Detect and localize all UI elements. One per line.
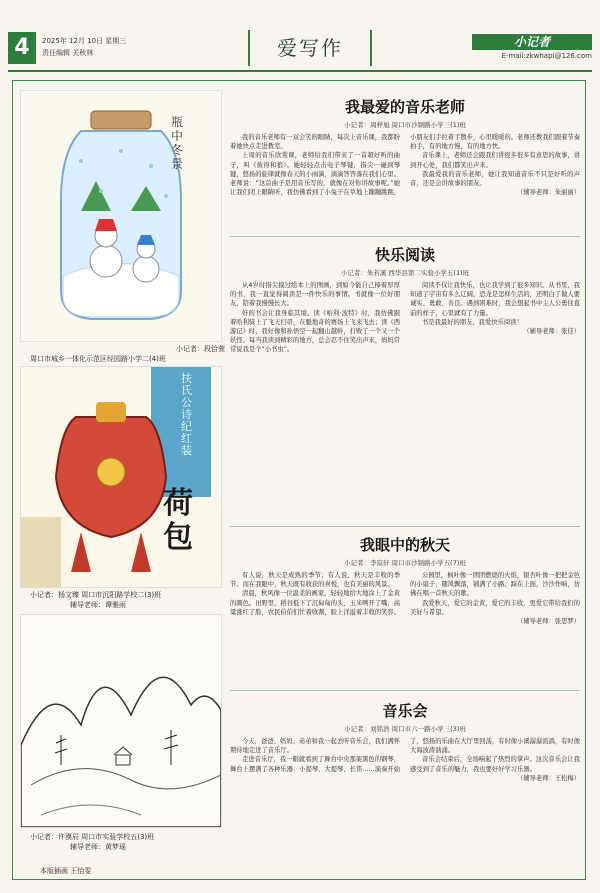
- paragraph: 我爱秋天，爱它的金黄，爱它的丰收，更爱它带给我们的美好与希望。: [410, 599, 580, 616]
- page-header: [8, 28, 592, 68]
- page-illustrator: 本版插画 王怡雯: [40, 867, 92, 875]
- caption-winter-jar: [30, 344, 225, 364]
- article-teacher: （辅导老师：张思梦）: [517, 618, 580, 626]
- illustration-pouch: [20, 366, 222, 588]
- landscape-drawing: [21, 615, 221, 827]
- article-body: [230, 133, 580, 197]
- article-happy-reading: [230, 244, 580, 522]
- article-divider: [230, 690, 580, 691]
- article-teacher: （辅导老师：朱丽丽）: [517, 189, 580, 197]
- article-teacher: （辅导老师：张佳）: [523, 328, 580, 336]
- paragraph: 从4岁时指尖摸过绘本上的图画，到如今能自己捧着厚厚的书，我一直觉得阅读是一件快乐的事情。书就像一位好朋友，陪着我慢慢长大。: [230, 282, 400, 308]
- article-body: [230, 571, 580, 626]
- paragraph: 上周的音乐欣赏课，老师给我们带来了一首超好听的曲子，叫《彼得和狼》。她轻轻点击电子琴键，指尖一碰到琴键，悠扬的旋律就像春天的小雨滴，滴滴答答落在我们心里。老师说：“这首曲子是用音乐写的，就像在对你讲故事呢。”她让我们闭上眼睛听，我仿佛看到了小兔子在草地上蹦蹦跳跳，小朋友们手拉着手散步，心里暖暖的。老师还教我们跟着节奏拍手，有的地方慢，有的地方快。: [230, 134, 580, 197]
- column-title: 爱写作: [248, 30, 372, 66]
- brand-banner: 小记者: [472, 34, 592, 50]
- issue-date: 2025年 12月 10日 星期三: [42, 37, 127, 45]
- paragraph: 走进音乐厅，我一眼就看到了舞台中央那架黑色的钢琴，舞台上摆满了各种乐器：小提琴、大提琴、长笛……演奏开始了，悠扬的乐曲在大厅里回荡，有时像小溪潺潺流淌，有时像大海波涛汹涌。: [230, 738, 580, 773]
- page-number: 4: [8, 32, 36, 64]
- article-author: 小记者：刘铭浩 周口市六一路小学三(3)班: [344, 725, 466, 733]
- article-body: [230, 281, 580, 355]
- article-teacher: （辅导老师：王松梅）: [517, 774, 580, 782]
- winter-jar-lettering: 瓶中冬景: [171, 115, 184, 171]
- responsible-editor: 责任编辑 关秋林: [42, 49, 94, 57]
- article-music-teacher: [230, 96, 580, 232]
- paragraph: 音乐会结束后，全场响起了热烈的掌声。这次音乐会让我感受到了音乐的魅力，我也要好好学习乐器。: [410, 756, 580, 773]
- paragraph: 书是我最好的朋友，我爱快乐阅读！: [422, 318, 523, 326]
- article-author: 小记者：朱若溪 西华县第二实验小学五(1)班: [340, 269, 470, 277]
- caption-teacher: 辅导老师：黄梦瑶: [70, 843, 126, 851]
- pouch-big-text: 荷包: [163, 486, 193, 555]
- article-title: 我最爱的音乐老师: [344, 98, 465, 116]
- paragraph: 好的书会让我身临其境。读《哈利·波特》时，我仿佛跟着哈利骑上了飞天扫帚，在魁地奇的赛场上飞来飞去；读《西游记》时，我好像和孙悟空一起翻山越岭，打败了一个又一个妖怪。每当我读到精彩的地方，总会忍不住笑出声来，妈妈常常说我是个“小书虫”。: [230, 309, 401, 354]
- article-title: 音乐会: [382, 702, 428, 720]
- article-body: [230, 737, 580, 783]
- paragraph: 阅读不仅让我快乐，也让我学到了很多知识。从书里，我知道了宇宙有多么辽阔，恐龙是怎样生活的，还明白了做人要诚实、勇敢、善良。遇到困难时，我会想起书中主人公勇往直前的样子，心里就有了力量。: [410, 282, 580, 317]
- article-title: 我眼中的秋天: [359, 536, 450, 554]
- paragraph: 我最爱我的音乐老师，她让我知道音乐不只是好听的声音，还是会讲故事的朋友。: [410, 170, 580, 188]
- article-divider: [230, 526, 580, 527]
- winter-jar-drawing: [21, 91, 221, 341]
- contact-email: E-mail:zkwhapl@126.com: [501, 52, 592, 60]
- caption-author: 小记者：杨文臻 周口市沉阳路学校二(3)班: [30, 591, 162, 599]
- pouch-side-text: 扶氏公诗纪 红装: [181, 372, 192, 457]
- caption-author: 小记者：许漠辰 周口市实验学校五(3)班: [30, 833, 155, 841]
- paragraph: 音乐课上，老师还会跟我们讲很多很多有意思的故事，讲到开心处，我们都笑出声来。: [410, 152, 580, 169]
- article-concert: [230, 700, 580, 872]
- article-author: 小记者：周梓旭 周口市沙颍路小学三(1)班: [344, 121, 466, 129]
- caption-pouch: [30, 590, 225, 610]
- paragraph: 清晨，秋风像一位温柔的画家，轻轻地给大地涂上了金黄的颜色。田野里，稻谷低下了沉甸甸的头，玉米咧开了嘴，高粱涨红了脸，农民伯伯们忙着收割，脸上洋溢着丰收的笑容。: [230, 590, 401, 616]
- caption-landscape: [30, 832, 225, 852]
- illustration-winter-jar: [20, 90, 222, 342]
- paragraph: 有人说，秋天是成熟的季节；有人说，秋天是丰收的季节。而在我眼中，秋天既有收获的喜悦，也有美丽的风景。: [230, 572, 400, 589]
- paragraph: 公园里，枫叶像一团团燃烧的火焰，银杏叶像一把把金色的小扇子，随风飘落，铺满了小路。踩在上面，沙沙作响，仿佛在唱一首秋天的歌。: [410, 572, 580, 598]
- article-divider: [230, 236, 580, 237]
- paragraph: 今天，爸爸、妈妈、弟弟和我一起去听音乐会，我们满怀期待地走进了音乐厅。: [230, 738, 400, 755]
- header-rule: [8, 70, 592, 72]
- article-author: 小记者：李宸轩 周口市沙颍路小学五(7)班: [344, 559, 466, 567]
- paragraph: 我的音乐老师有一双会笑的眼睛，每次上音乐课，我都盼着她快点走进教室。: [230, 134, 400, 151]
- article-title: 快乐阅读: [374, 246, 435, 264]
- caption-teacher: 辅导老师：谭雅雨: [70, 601, 126, 609]
- caption-school: 周口市城乡一体化示范区经园路小学二(4)班: [30, 355, 166, 363]
- illustration-landscape: [20, 614, 222, 828]
- article-autumn: [230, 534, 580, 686]
- caption-author: 小记者：段恰萱: [176, 345, 225, 353]
